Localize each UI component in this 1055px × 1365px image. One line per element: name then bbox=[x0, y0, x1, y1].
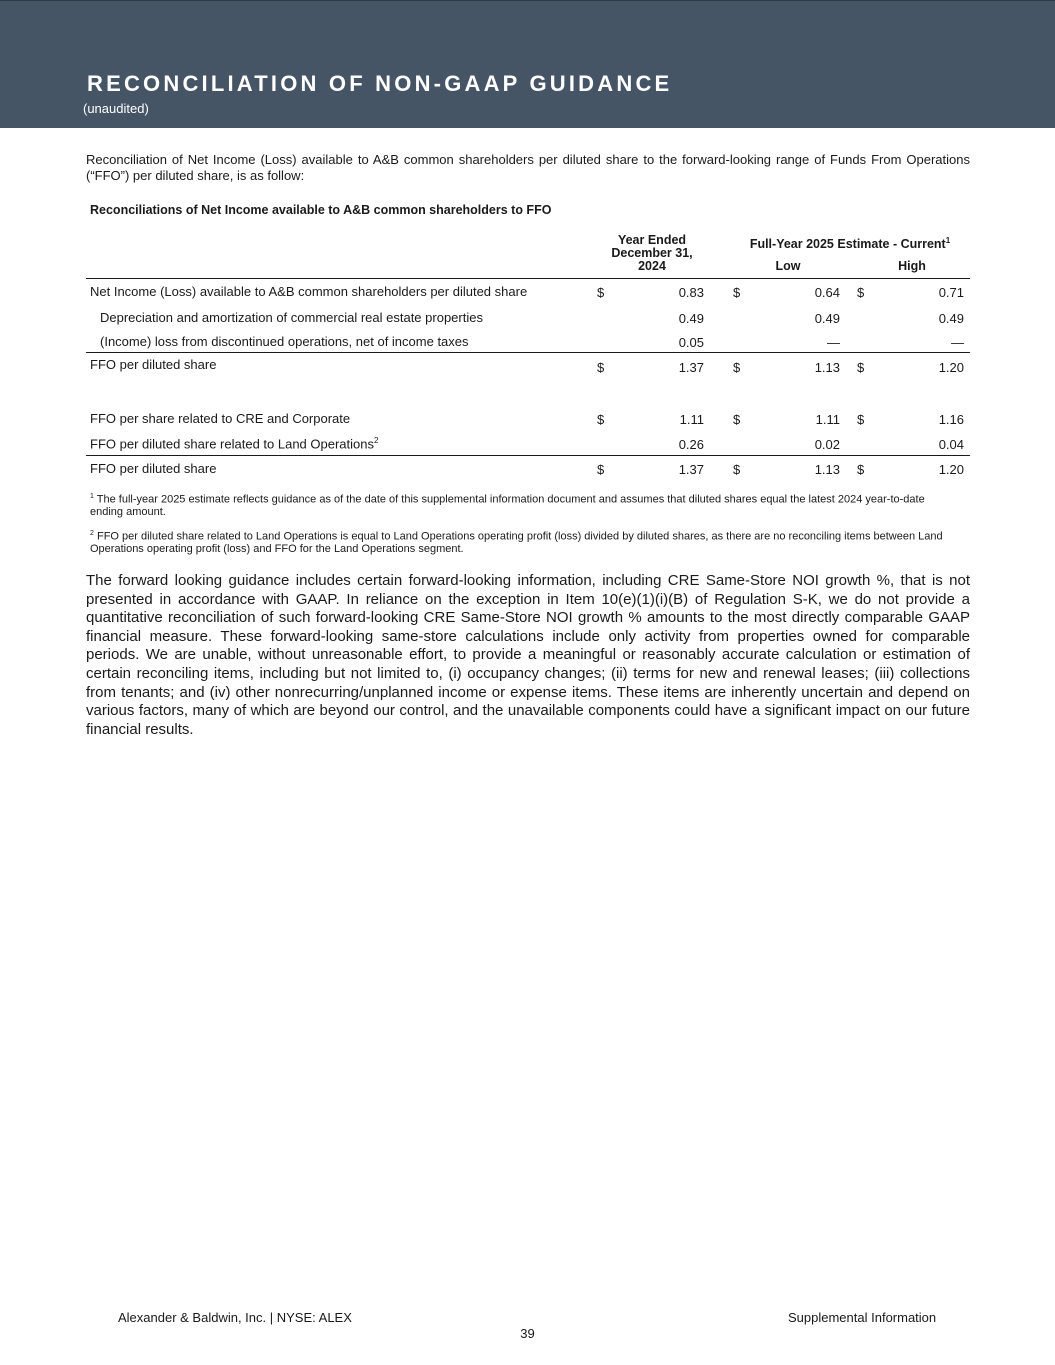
column-header-estimate-label: Full-Year 2025 Estimate - Current bbox=[749, 237, 946, 252]
column-header-year-line1: Year Ended bbox=[617, 233, 687, 247]
value-high: 0.04 bbox=[938, 437, 964, 452]
page-subtitle: (unaudited) bbox=[83, 101, 149, 116]
column-header-estimate bbox=[732, 236, 968, 251]
column-header-high: High bbox=[898, 259, 926, 273]
currency-symbol: $ bbox=[857, 285, 865, 300]
currency-symbol: $ bbox=[857, 360, 865, 375]
footer-document-type: Supplemental Information bbox=[788, 1310, 937, 1325]
table-title: Reconciliations of Net Income available to A&B common shareholders to FFO bbox=[90, 203, 552, 217]
value-low: — bbox=[827, 335, 840, 350]
row-label: FFO per diluted share bbox=[90, 357, 217, 372]
value-year-2024: 0.26 bbox=[678, 437, 704, 452]
column-header-year-ended bbox=[596, 234, 708, 273]
row-label: FFO per diluted share bbox=[90, 461, 217, 476]
value-low: 0.49 bbox=[814, 311, 840, 326]
footnote-mark: 1 bbox=[90, 493, 94, 500]
value-year-2024: 1.37 bbox=[678, 462, 704, 477]
value-high: — bbox=[951, 335, 964, 350]
footer-company: Alexander & Baldwin, Inc. | NYSE: ALEX bbox=[118, 1310, 352, 1325]
guidance-paragraph: The forward looking guidance includes certain forward-looking information, including CRE Same-Store NOI growth %, that is not presented in accordance with GAAP. In reliance on the exception in Item 10(e)(1)(i)(B) of Regulation S-K, we do not provide a quantitative reconciliation of such forward-looking CRE Same-Store NOI growth % amounts to the most directly comparable GAAP financial measure. These forward-looking same-store calculations include only activity from properties owned for comparable periods. We are unable, without unreasonable effort, to provide a meaningful or reasonably accurate calculation or estimation of certain reconciling items, including but not limited to, (i) occupancy changes; (ii) terms for new and renewal leases; (iii) collections from tenants; and (iv) other nonrecurring/unplanned income or expense items. These items are inherently uncertain and depend on various factors, many of which are beyond our control, and the unavailable components could have a significant impact on our future financial results. bbox=[86, 572, 970, 738]
table-row bbox=[86, 310, 970, 330]
table-row bbox=[86, 284, 970, 304]
header-rule bbox=[86, 278, 970, 279]
footnote-text: The full-year 2025 estimate reflects guidance as of the date of this supplemental information document and assumes that diluted shares equal the latest 2024 year-to-date ending amount. bbox=[90, 493, 925, 518]
currency-symbol: $ bbox=[733, 360, 741, 375]
value-low: 0.64 bbox=[814, 285, 840, 300]
footnote-text: FFO per diluted share related to Land Operations is equal to Land Operations operating profit (loss) divided by diluted shares, as there are no reconciling items between Land Operations operating profit (loss) and FFO for the Land Operations segment. bbox=[90, 530, 943, 555]
value-year-2024: 1.37 bbox=[678, 360, 704, 375]
currency-symbol: $ bbox=[733, 285, 741, 300]
value-high: 0.49 bbox=[938, 311, 964, 326]
row-label: Depreciation and amortization of commercial real estate properties bbox=[100, 310, 483, 325]
column-header-year-line3: 2024 bbox=[638, 259, 666, 273]
column-header-year-line2: December 31, bbox=[611, 246, 693, 260]
table-row-total bbox=[86, 461, 970, 481]
intro-paragraph: Reconciliation of Net Income (Loss) available to A&B common shareholders per diluted share to the forward-looking range of Funds From Operations (“FFO”) per diluted share, is as follow: bbox=[86, 152, 970, 183]
table-row bbox=[86, 436, 970, 456]
currency-symbol: $ bbox=[597, 412, 605, 427]
value-year-2024: 1.11 bbox=[679, 412, 704, 427]
currency-symbol: $ bbox=[857, 462, 865, 477]
currency-symbol: $ bbox=[857, 412, 865, 427]
value-high: 1.20 bbox=[938, 462, 964, 477]
value-low: 1.13 bbox=[814, 462, 840, 477]
footnote-2 bbox=[90, 528, 960, 555]
footnote-ref-2: 2 bbox=[374, 436, 379, 445]
table-row-total bbox=[86, 357, 970, 377]
currency-symbol: $ bbox=[597, 360, 605, 375]
footnote-ref-1: 1 bbox=[945, 236, 951, 245]
page-number: 39 bbox=[520, 1326, 535, 1341]
value-high: 1.20 bbox=[938, 360, 964, 375]
header-banner bbox=[0, 0, 1055, 128]
row-label bbox=[90, 436, 378, 451]
table-row bbox=[86, 334, 970, 354]
value-low: 1.11 bbox=[815, 412, 840, 427]
table-row bbox=[86, 411, 970, 431]
currency-symbol: $ bbox=[733, 462, 741, 477]
subtotal-rule bbox=[86, 352, 970, 353]
footnote-1 bbox=[90, 491, 960, 518]
currency-symbol: $ bbox=[733, 412, 741, 427]
row-label-text: FFO per diluted share related to Land Operations bbox=[90, 436, 374, 452]
currency-symbol: $ bbox=[597, 462, 605, 477]
value-low: 1.13 bbox=[814, 360, 840, 375]
value-year-2024: 0.05 bbox=[678, 335, 704, 350]
value-high: 0.71 bbox=[938, 285, 964, 300]
footnote-mark: 2 bbox=[90, 530, 94, 537]
value-high: 1.16 bbox=[938, 412, 964, 427]
row-label: Net Income (Loss) available to A&B common shareholders per diluted share bbox=[90, 284, 528, 299]
column-header-low: Low bbox=[775, 259, 801, 273]
value-low: 0.02 bbox=[814, 437, 840, 452]
value-year-2024: 0.49 bbox=[678, 311, 704, 326]
currency-symbol: $ bbox=[597, 285, 605, 300]
row-label: FFO per share related to CRE and Corporate bbox=[90, 411, 351, 426]
row-label: (Income) loss from discontinued operations, net of income taxes bbox=[100, 334, 469, 349]
page-title: RECONCILIATION OF NON-GAAP GUIDANCE bbox=[87, 71, 673, 96]
value-year-2024: 0.83 bbox=[678, 285, 704, 300]
subtotal-rule bbox=[86, 455, 970, 456]
